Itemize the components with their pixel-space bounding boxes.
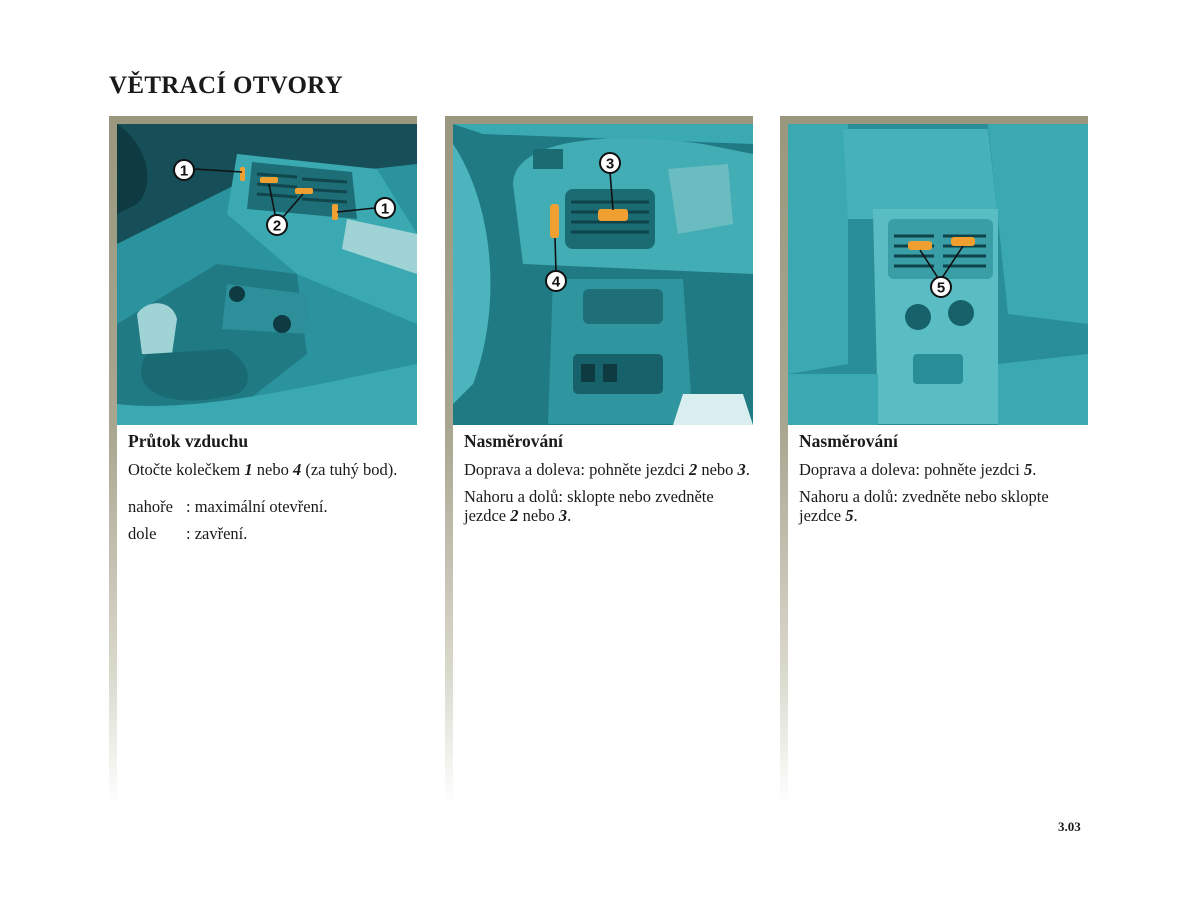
page-title: VĚTRACÍ OTVORY (109, 72, 344, 99)
callout-4: 4 (551, 273, 561, 291)
instruction-paragraph: Otočte kolečkem 1 nebo 4 (za tuhý bod). (128, 460, 398, 479)
rear-vents-illustration (788, 124, 1088, 425)
column-rear-vents (780, 116, 1088, 806)
section-heading: Průtok vzduchu (128, 431, 249, 451)
callout-1: 1 (179, 162, 189, 180)
column-airflow (109, 116, 417, 806)
column-side-bar (109, 116, 117, 806)
column-top-rule (780, 116, 1088, 124)
instruction-paragraph: Nahoru a dolů: zvedněte nebo sklopte jezdce 5. (799, 487, 1049, 525)
section-heading: Nasměrování (799, 431, 898, 451)
callout-5: 5 (936, 279, 946, 297)
column-side-bar (780, 116, 788, 806)
section-text (128, 430, 417, 551)
section-heading: Nasměrování (464, 431, 563, 451)
section-text (464, 430, 753, 533)
column-side-bar (445, 116, 453, 806)
dashboard-vents-illustration (117, 124, 417, 425)
instruction-paragraph: Doprava a doleva: pohněte jezdci 2 nebo 3. (464, 460, 750, 479)
instruction-paragraph: Nahoru a dolů: sklopte nebo zvedněte jezdce 2 nebo 3. (464, 487, 714, 525)
definition-row: dole : zavření. (128, 524, 248, 543)
definition-row: nahoře : maximální otevření. (128, 497, 328, 516)
page-number: 3.03 (1058, 819, 1081, 834)
column-top-rule (109, 116, 417, 124)
side-vent-illustration (453, 124, 753, 425)
instruction-paragraph: Doprava a doleva: pohněte jezdci 5. (799, 460, 1037, 479)
callout-2: 2 (272, 217, 282, 235)
column-top-rule (445, 116, 753, 124)
callout-3: 3 (605, 155, 615, 173)
callout-1: 1 (380, 200, 390, 218)
column-side-vent (445, 116, 753, 806)
section-text (799, 430, 1088, 533)
